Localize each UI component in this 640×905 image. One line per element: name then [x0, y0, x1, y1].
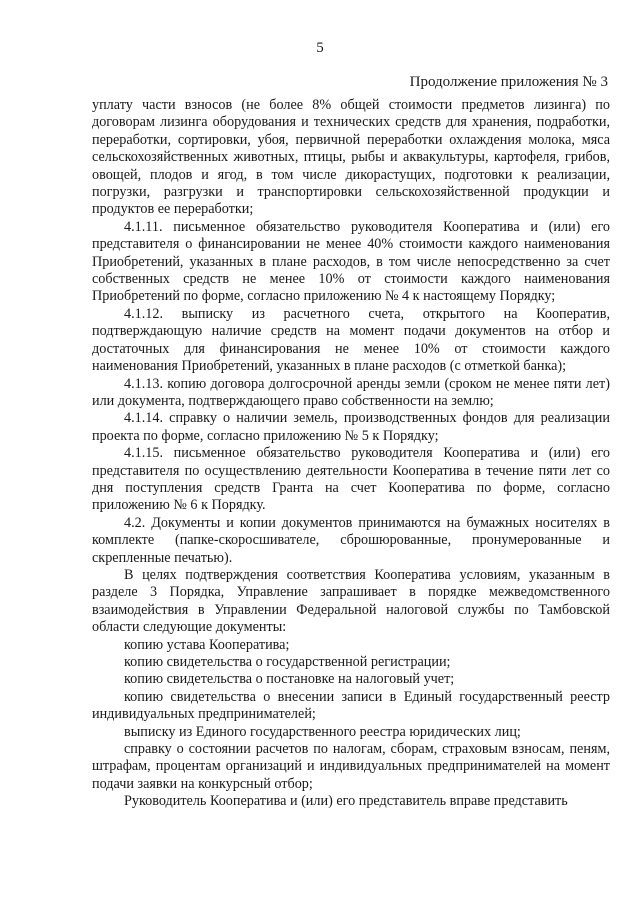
paragraph-interagency-request: В целях подтверждения соответствия Кооператива условиям, указанным в разделе 3 Порядка, Управление запрашивает в порядке межведомственного взаимодействия в Управлении Федеральной налоговой службы по Тамбовской области следующие документы: [92, 566, 610, 636]
list-item-tax-registration: копию свидетельства о постановке на налоговый учет; [124, 671, 455, 688]
paragraph-leasing-continuation: уплату части взносов (не более 8% общей стоимости предметов лизинга) по договорам лизинга оборудования и технических средств для хранения, подработки, переработки, сортировки, убоя, первичной переработки охлаждения молока, мяса сельскохозяйственных животных, птицы, рыбы и аквакультуры, картофеля, грибов, овощей, плодов и ягод, в том числе дикорастущих, подготовки к реализации, погрузки, разгрузки и транспортировки сельскохозяйственной продукции и продуктов ее переработки; [92, 97, 610, 218]
paragraph-representative-right: Руководитель Кооператива и (или) его представитель вправе представить [124, 793, 568, 810]
list-item-egrip-record: копию свидетельства о внесении записи в Единый государственный реестр индивидуальных предпринимателей; [92, 688, 610, 723]
list-item-registration-certificate: копию свидетельства о государственной регистрации; [124, 654, 451, 670]
appendix-continuation-header: Продолжение приложения № 3 [409, 74, 608, 90]
document-body [92, 97, 610, 811]
paragraph-4-2: 4.2. Документы и копии документов принимаются на бумажных носителях в комплекте (папке-скоросшивателе, сброшюрованные, пронумерованные и скрепленные печатью). [92, 514, 610, 566]
paragraph-4-1-15: 4.1.15. письменное обязательство руководителя Кооператива и (или) его представителя по осуществлению деятельности Кооператива в течение пяти лет со дня поступления средств Гранта на счет Кооператива по форме, согласно приложению № 6 к Порядку. [92, 445, 610, 514]
list-item-tax-settlement-statement: справку о состоянии расчетов по налогам, сборам, страховым взносам, пеням, штрафам, процентам организаций и индивидуальных предпринимателей на момент подачи заявки на конкурсный отбор; [92, 741, 610, 792]
list-item-charter-copy: копию устава Кооператива; [124, 636, 290, 653]
paragraph-4-1-12: 4.1.12. выписку из расчетного счета, открытого на Кооператив, подтверждающую наличие средств на момент подачи документов на отбор и достаточных для финансирования не менее 10% от стоимости каждого наименования Приобретений, указанных в плане расходов (с отметкой банка); [92, 305, 610, 375]
paragraph-4-1-11: 4.1.11. письменное обязательство руководителя Кооператива и (или) его представителя о финансировании не менее 40% стоимости каждого наименования Приобретений, указанных в плане расходов, в том числе непосредственно за счет собственных средств не менее 10% от стоимости каждого наименования Приобретений по форме, согласно приложению № 4 к настоящему Порядку; [92, 218, 610, 305]
list-item-egrul-extract: выписку из Единого государственного реестра юридических лиц; [124, 723, 521, 740]
paragraph-4-1-14: 4.1.14. справку о наличии земель, производственных фондов для реализации проекта по форме, согласно приложению № 5 к Порядку; [92, 410, 610, 444]
paragraph-4-1-13: 4.1.13. копию договора долгосрочной аренды земли (сроком не менее пяти лет) или документа, подтверждающего право собственности на землю; [92, 375, 610, 409]
page-number: 5 [316, 40, 324, 56]
